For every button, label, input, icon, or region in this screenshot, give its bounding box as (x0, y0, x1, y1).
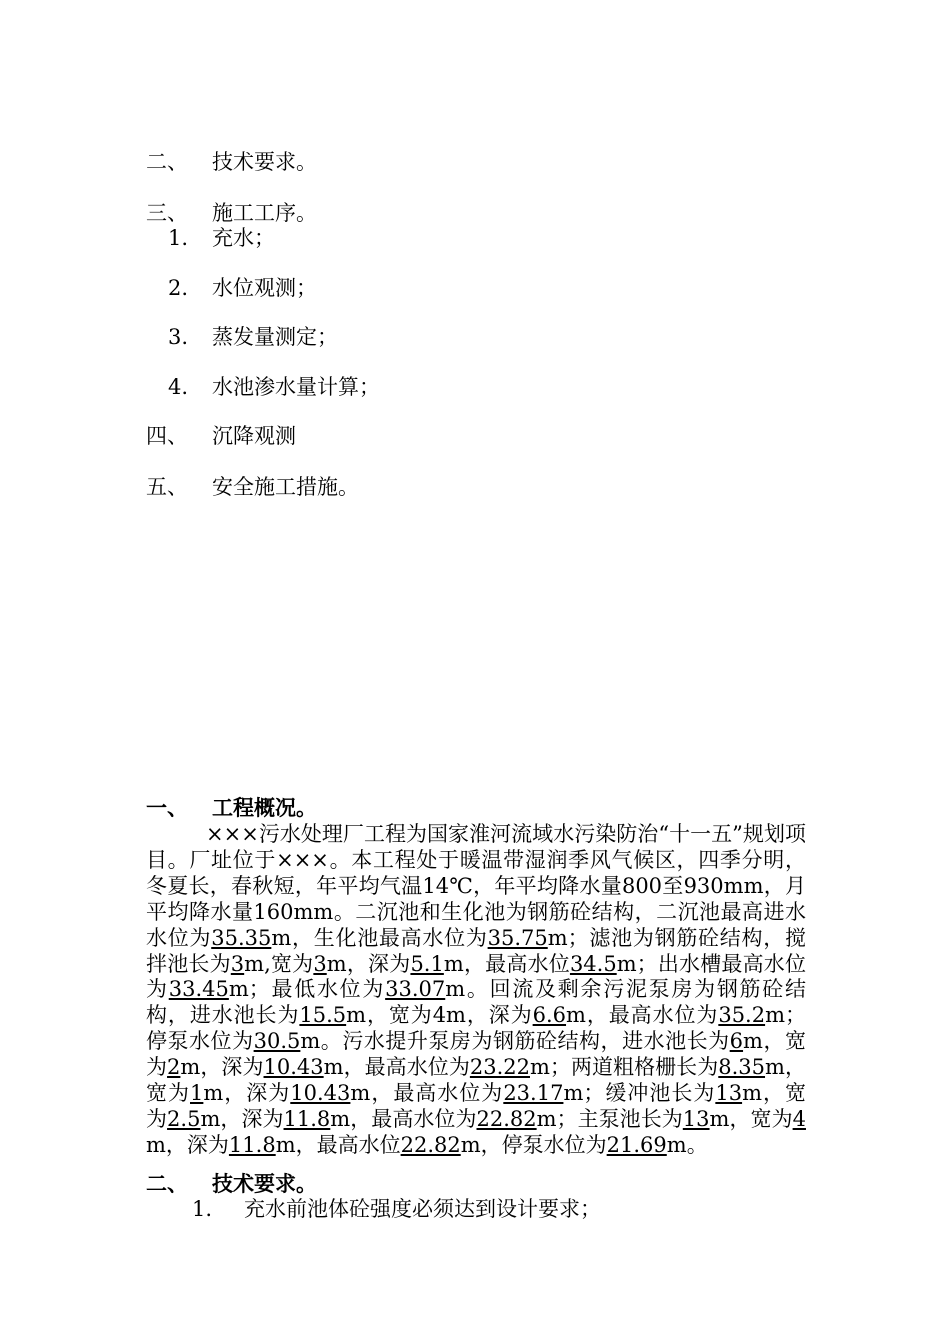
toc-subitem-3 (168, 324, 338, 350)
paragraph-text: m，深为 (203, 1081, 291, 1106)
toc-text: 蒸发量测定； (212, 325, 338, 349)
requirement-item-1 (192, 1196, 601, 1222)
underlined-value: 22.82 (476, 1106, 537, 1131)
paragraph-text: m，最高水位为 (566, 1003, 719, 1028)
paragraph-text: m。 (666, 1132, 708, 1157)
toc-number: 3. (168, 325, 189, 349)
paragraph-text: m，宽为 (709, 1106, 793, 1131)
underlined-value: 4 (792, 1106, 806, 1131)
paragraph-text: m，最高水位为 (350, 1081, 504, 1106)
underlined-value: 34.5 (569, 951, 617, 976)
underlined-value: 5.1 (410, 951, 444, 976)
section-title: 工程概况。 (212, 795, 317, 820)
paragraph-text: m；滤池为钢筋砼结构，搅拌池长为 (146, 925, 806, 976)
toc-text: 施工工序。 (212, 201, 317, 225)
paragraph-text: m。污水提升泵房为钢筋砼结构，进水池长为 (300, 1029, 730, 1054)
underlined-value: 15.5 (299, 1003, 347, 1028)
toc-text: 水池渗水量计算； (212, 375, 380, 399)
paragraph-text: m；最低水位为 (228, 977, 386, 1002)
underlined-value: 22.82 (400, 1132, 461, 1157)
paragraph-text: m，深为 (146, 1132, 229, 1157)
underlined-value: 13 (682, 1106, 710, 1131)
toc-item-5 (146, 474, 359, 500)
underlined-value: 33.45 (168, 977, 229, 1002)
section-title: 技术要求。 (212, 1171, 317, 1196)
underlined-value: 35.2 (718, 1003, 766, 1028)
underlined-value: 11.8 (283, 1106, 331, 1131)
underlined-value: 3 (230, 951, 245, 976)
toc-number: 4. (168, 375, 189, 399)
paragraph-text: m；停泵水位为 (146, 1003, 807, 1054)
toc-text: 技术要求。 (212, 150, 317, 174)
toc-text: 安全施工措施。 (212, 475, 359, 499)
paragraph-text: m；出水槽最高水位为 (146, 951, 806, 1002)
underlined-value: 3 (313, 951, 327, 976)
section-1-paragraph (146, 822, 806, 1159)
underlined-value: 1 (190, 1081, 204, 1106)
toc-text: 充水； (212, 226, 275, 250)
toc-number: 三、 (146, 201, 188, 225)
underlined-value: 8.35 (718, 1055, 766, 1080)
paragraph-text: m，深为 (200, 1106, 284, 1131)
paragraph-text: m；主泵池长为 (536, 1106, 683, 1131)
underlined-value: 11.8 (228, 1132, 276, 1157)
section-number: 二、 (146, 1171, 188, 1196)
underlined-value: 30.5 (253, 1029, 301, 1054)
toc-item-2 (146, 149, 317, 175)
paragraph-text: m；两道粗格栅长为 (530, 1055, 719, 1080)
toc-item-4 (146, 423, 296, 449)
paragraph-text: m，生化池最高水位为 (271, 925, 488, 950)
toc-number: 2. (168, 276, 189, 300)
toc-subitem-1 (168, 225, 275, 251)
paragraph-text: m,宽为 (244, 951, 314, 976)
paragraph-text: m，停泵水位为 (460, 1132, 607, 1157)
toc-subitem-2 (168, 275, 317, 301)
toc-number: 四、 (146, 424, 188, 448)
paragraph-text: m，宽为 (146, 1081, 806, 1131)
section-number: 一、 (146, 795, 188, 820)
underlined-value: 33.07 (385, 977, 446, 1002)
paragraph-text: m，最高水位为 (323, 1055, 470, 1080)
underlined-value: 13 (715, 1081, 743, 1106)
paragraph-text: m，宽为 (146, 1029, 806, 1080)
toc-text: 水位观测； (212, 276, 317, 300)
toc-number: 五、 (146, 475, 188, 499)
paragraph-text: m，深为 (326, 951, 411, 976)
toc-text: 沉降观测 (212, 424, 296, 448)
underlined-value: 2 (167, 1055, 181, 1080)
paragraph-text: m，最高水位为 (330, 1106, 477, 1131)
toc-subitem-4 (168, 374, 380, 400)
paragraph-text: m，最高水位 (275, 1132, 401, 1157)
paragraph-text: ×××污水处理厂工程为国家淮河流域水污染防治“十一五”规划项目。厂址位于×××。本工程处于暖温带湿润季风气候区，四季分明，冬夏长，春秋短，年平均气温14℃，年平均降水量800至930mm，月平均降水量160mm。二沉池和生化池为钢筋砼结构，二沉池最高进水水位为 (146, 822, 806, 950)
paragraph-text: m。回流及剩余污泥泵房为钢筋砼结构，进水池长为 (146, 977, 807, 1028)
underlined-value: 23.22 (469, 1055, 530, 1080)
paragraph-text: m，宽为 (146, 1055, 806, 1106)
paragraph-text: m，最高水位 (443, 951, 570, 976)
underlined-value: 10.43 (263, 1055, 324, 1080)
paragraph-text: m，深为 (180, 1055, 264, 1080)
toc-number: 1. (168, 226, 189, 250)
underlined-value: 2.5 (167, 1106, 201, 1131)
underlined-value: 21.69 (606, 1132, 667, 1157)
underlined-value: 35.35 (211, 925, 272, 950)
item-text: 充水前池体砼强度必须达到设计要求； (244, 1197, 601, 1221)
paragraph-text: m，宽为4m，深为 (346, 1003, 533, 1028)
underlined-value: 23.17 (503, 1081, 564, 1106)
item-number: 1. (192, 1197, 213, 1221)
section-2-heading (146, 1172, 317, 1196)
toc-number: 二、 (146, 150, 188, 174)
toc-item-3 (146, 200, 317, 226)
underlined-value: 10.43 (290, 1081, 351, 1106)
paragraph-text: m；缓冲池长为 (563, 1081, 716, 1106)
underlined-value: 6 (729, 1029, 744, 1054)
underlined-value: 6.6 (532, 1003, 567, 1028)
section-1-heading (146, 796, 317, 820)
underlined-value: 35.75 (487, 925, 548, 950)
